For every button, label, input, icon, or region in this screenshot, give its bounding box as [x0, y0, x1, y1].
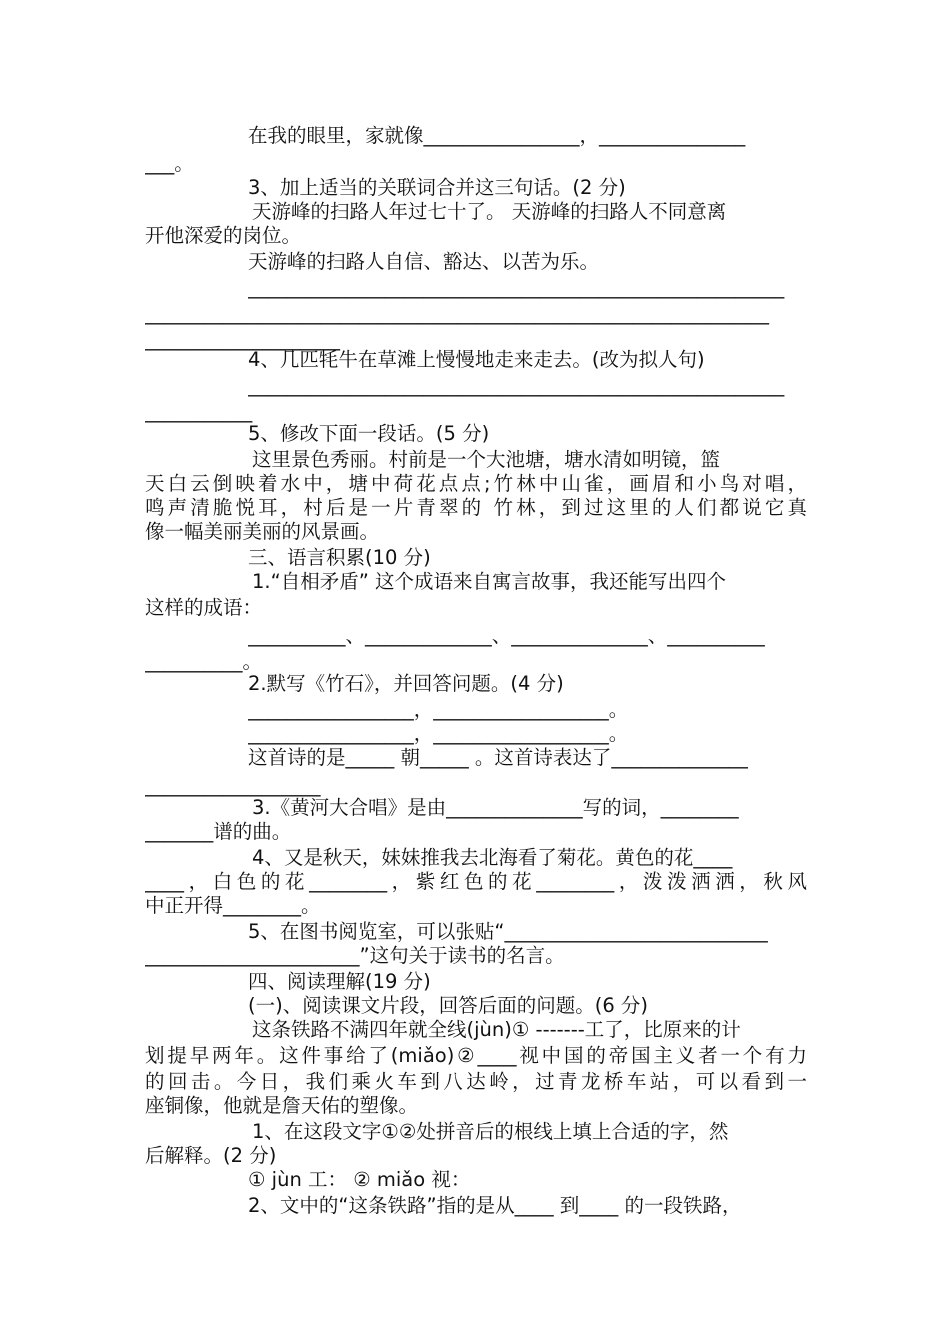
text-line: 这样的成语： — [145, 596, 263, 619]
text-line: ① jùn 工： ② miǎo 视： — [248, 1168, 471, 1191]
text-line: _________________，__________________。 — [248, 722, 629, 745]
text-line: 的回击。今日，我们乘火车到八达岭，过青龙桥车站，可以看到一 — [145, 1070, 807, 1093]
text-line: _______谱的曲。 — [145, 820, 292, 843]
text-line: 天游峰的扫路人年过七十了。 天游峰的扫路人不同意离 — [252, 200, 727, 223]
text-line: 像一幅美丽美丽的风景画。 — [145, 520, 380, 543]
text-line: __________________ — [145, 774, 321, 797]
text-line: _______________________________________________________ — [248, 374, 785, 397]
text-line: 三、语言积累(10 分) — [248, 546, 431, 569]
text-line: ___。 — [145, 152, 194, 175]
text-line: 5、在图书阅览室，可以张贴“___________________________ — [248, 920, 768, 943]
text-line: 在我的眼里，家就像________________，_______________ — [248, 124, 746, 147]
text-line: 1.“自相矛盾” 这个成语来自寓言故事，我还能写出四个 — [252, 570, 727, 593]
text-line: ___________ — [145, 400, 253, 423]
text-line: 四、阅读理解(19 分) — [248, 970, 431, 993]
text-line: 这条铁路不满四年就全线(jùn)① -------工了，比原来的计 — [252, 1018, 741, 1041]
text-line: 后解释。(2 分) — [145, 1144, 277, 1167]
text-line: 1、在这段文字①②处拼音后的根线上填上合适的字，然 — [252, 1120, 729, 1143]
text-line: 中正开得________。 — [145, 894, 321, 917]
text-line: _________________，__________________。 — [248, 698, 629, 721]
text-line: 5、修改下面一段话。(5 分) — [248, 422, 490, 445]
text-line: __________。 — [145, 650, 263, 673]
text-line: 3、加上适当的关联词合并这三句话。(2 分) — [248, 176, 626, 199]
text-line: 4、又是秋天，妹妹推我去北海看了菊花。黄色的花____ — [252, 846, 733, 869]
text-line: ____________________ — [145, 328, 340, 351]
text-line: 2、文中的“这条铁路”指的是从____ 到____ 的一段铁路， — [248, 1194, 742, 1217]
text-line: 这首诗的是_____ 朝_____ 。这首诗表达了______________ — [248, 746, 748, 769]
text-line: 2.默写《竹石》，并回答问题。(4 分) — [248, 672, 564, 695]
text-line: 划提早两年。这件事给了(miǎo)②____视中国的帝国主义者一个有力 — [145, 1044, 807, 1067]
text-line: 座铜像，他就是詹天佑的塑像。 — [145, 1094, 419, 1117]
text-line: __________、_____________、______________、__________ — [248, 624, 765, 647]
text-line: 这里景色秀丽。村前是一个大池塘，塘水清如明镜，篮 — [252, 448, 721, 471]
text-line: 3.《黄河大合唱》是由______________写的词，________ — [252, 796, 739, 819]
text-line: 开他深爱的岗位。 — [145, 224, 302, 247]
text-line: ________________________________________________________________ — [145, 302, 769, 325]
text-line: ____，白色的花________，紫红色的花________，泼泼洒洒，秋风 — [145, 870, 807, 893]
text-line: 天游峰的扫路人自信、豁达、以苦为乐。 — [248, 250, 600, 273]
text-line: _______________________________________________________ — [248, 276, 785, 299]
text-line: 天白云倒映着水中，塘中荷花点点;竹林中山雀，画眉和小鸟对唱， — [145, 472, 807, 495]
text-line: 鸣声清脆悦耳，村后是一片青翠的 竹林，到过这里的人们都说它真 — [145, 496, 807, 519]
text-line: 4、几匹牦牛在草滩上慢慢地走来走去。(改为拟人句) — [248, 348, 705, 371]
text-line: ______________________”这句关于读书的名言。 — [145, 944, 565, 967]
text-line: (一)、阅读课文片段，回答后面的问题。(6 分) — [248, 994, 649, 1017]
